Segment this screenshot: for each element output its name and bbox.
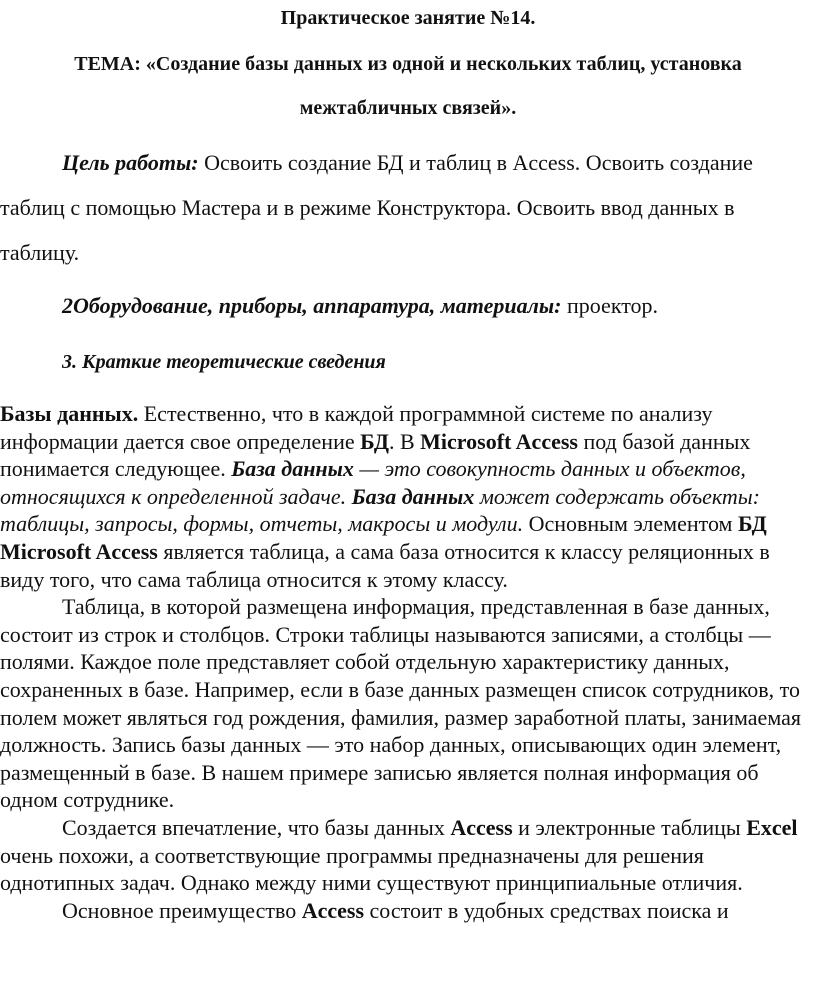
term-bd-ms-access: БД Microsoft Access xyxy=(0,511,767,564)
paragraph-databases xyxy=(0,400,808,593)
text-run: под базой данных понимается следующее. xyxy=(0,428,751,482)
term-bd: БД xyxy=(360,428,389,454)
term-databases: Базы данных. xyxy=(0,401,139,426)
term-access: Access xyxy=(301,897,365,923)
text-run: является таблица, а сама база относится к классу реляционных в виду того, что сама таблица относится к этому классу. xyxy=(0,538,770,592)
topic-heading xyxy=(0,42,816,130)
goal-paragraph xyxy=(0,140,812,275)
goal-text: Освоить создание БД и таблиц в Access. Освоить создание таблиц с помощью Мастера и в режиме Конструктора. Освоить ввод данных в таблицу. xyxy=(0,150,753,265)
text-run: состоит в удобных средствах поиска и xyxy=(364,897,729,923)
topic-line-2: межтабличных связей». xyxy=(299,97,517,119)
term-database: База данных xyxy=(231,456,354,482)
text-run: Основным элементом xyxy=(523,511,738,537)
text-run: очень похожи, а соответствующие программы предназначены для решения однотипных задач. Однако между ними существуют принципиальные отличия. xyxy=(0,842,743,896)
paragraph-advantage xyxy=(0,897,808,925)
paragraph-table: Таблица, в которой размещена информация, представленная в базе данных, состоит из строк и столбцов. Строки таблицы называются записями, а столбцы — полями. Каждое поле представляет собой отдельную характеристику данных, сохраненных в базе. Например, если в базе данных размещен список сотрудников, то полем может являться год рождения, фамилия, размер заработной платы, занимаемая должность. Запись базы данных — это набор данных, описывающих один элемент, размещенный в базе. В нашем примере записью является полная информация об одном сотруднике. xyxy=(0,594,801,813)
term-access: Access xyxy=(450,814,513,840)
text-run: Создается впечатление, что базы данных xyxy=(62,814,451,840)
equipment-label: 2Оборудование, приборы, аппаратура, материалы: xyxy=(62,293,562,318)
theory-heading: 3. Краткие теоретические сведения xyxy=(62,351,386,373)
equipment-text: проектор. xyxy=(561,293,659,318)
theory-body xyxy=(0,400,808,924)
text-run: . В xyxy=(388,428,421,454)
page-title: Практическое занятие №14. xyxy=(280,7,536,29)
goal-label: Цель работы: xyxy=(62,150,199,175)
text-run: и электронные таблицы xyxy=(512,814,747,840)
paragraph-access-excel xyxy=(0,814,808,897)
topic-line-1: ТЕМА: «Создание базы данных из одной и нескольких таблиц, установка xyxy=(74,53,742,75)
text-run: Основное преимущество xyxy=(62,897,302,923)
text-run: Естественно, что в каждой программной системе по анализу информации дается свое определение xyxy=(0,401,713,454)
equipment-line xyxy=(62,292,658,320)
term-database: База данных xyxy=(351,483,475,509)
objects-text: может содержать объекты: таблицы, запросы, формы, отчеты, макросы и модули. xyxy=(0,483,760,537)
definition-text: — это совокупность данных и объектов, относящихся к определенной задаче. xyxy=(0,456,746,509)
term-ms-access: Microsoft Access xyxy=(420,428,578,454)
term-excel: Excel xyxy=(746,814,798,840)
